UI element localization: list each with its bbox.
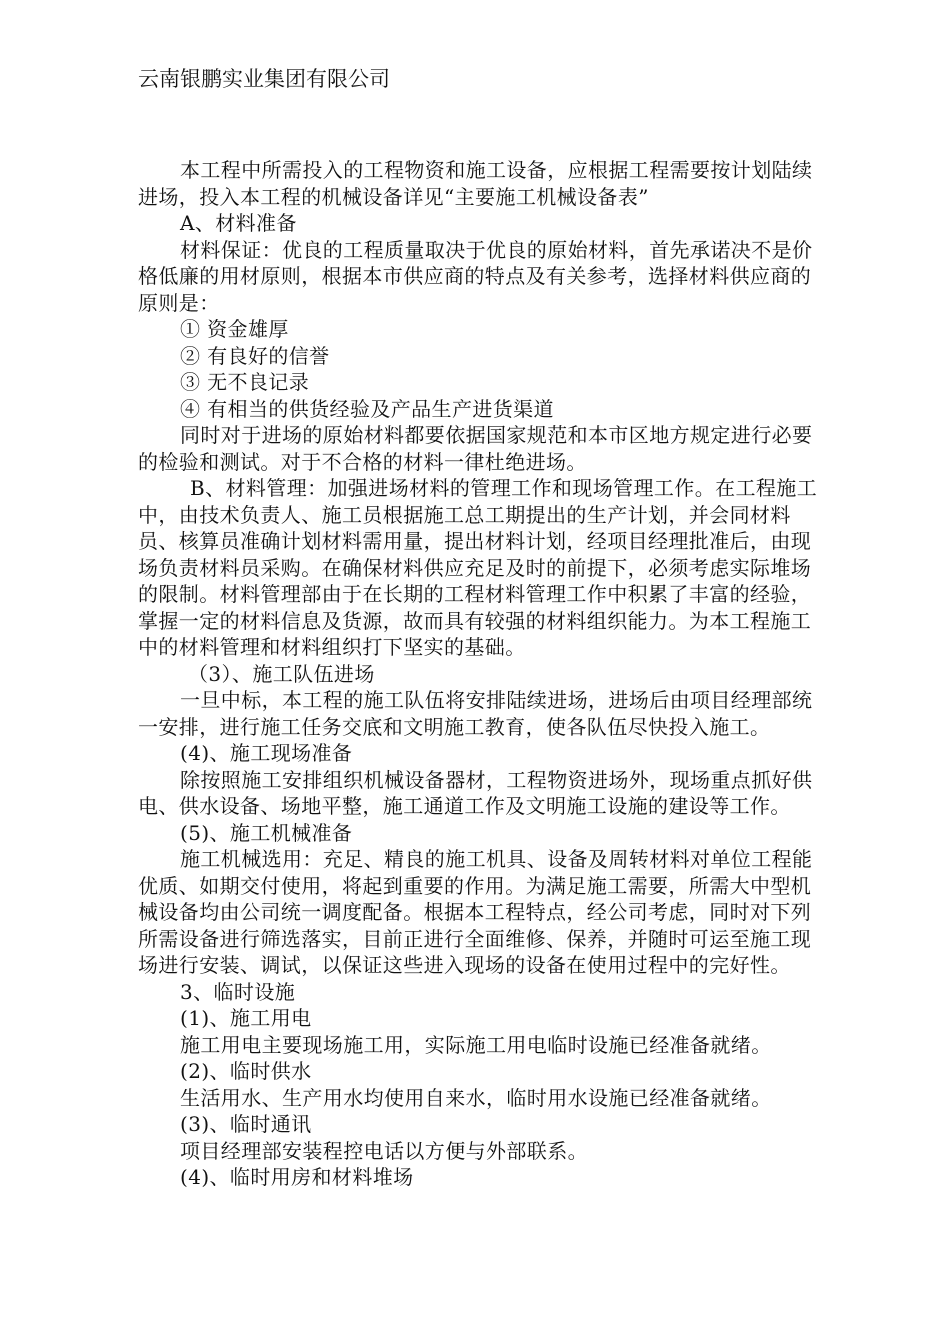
document-body bbox=[138, 157, 820, 1191]
paragraph-intro: 本工程中所需投入的工程物资和施工设备，应根据工程需要按计划陆续进场，投入本工程的机械设备详见“主要施工机械设备表” bbox=[138, 158, 813, 209]
heading-machinery-prep: (5)、施工机械准备 bbox=[180, 820, 353, 845]
list-item: ① 资金雄厚 bbox=[180, 317, 289, 341]
heading-water: (2)、临时供水 bbox=[180, 1059, 312, 1083]
paragraph-site-prep: 除按照施工安排组织机械设备器材，工程物资进场外，现场重点抓好供电、供水设备、场地平整，施工通道工作及文明施工设施的建设等工作。 bbox=[138, 767, 813, 818]
list-item: ② 有良好的信誉 bbox=[180, 343, 330, 368]
company-header: 云南银鹏实业集团有限公司 bbox=[138, 67, 390, 91]
paragraph-communication: 项目经理部安装程控电话以方便与外部联系。 bbox=[180, 1138, 588, 1163]
heading-communication: (3)、临时通讯 bbox=[180, 1112, 312, 1136]
heading-material-prep: A、材料准备 bbox=[180, 211, 297, 235]
paragraph-water: 生活用水、生产用水均使用自来水，临时用水设施已经准备就绪。 bbox=[180, 1085, 772, 1110]
paragraph-team-entry: 一旦中标，本工程的施工队伍将安排陆续进场，进场后由项目经理部统一安排，进行施工任务交底和文明施工教育，使各队伍尽快投入施工。 bbox=[138, 688, 813, 739]
paragraph-inspection: 同时对于进场的原始材料都要依据国家规范和本市区地方规定进行必要的检验和测试。对于不合格的材料一律杜绝进场。 bbox=[138, 423, 813, 474]
list-item: ④ 有相当的供货经验及产品生产进货渠道 bbox=[180, 396, 554, 421]
heading-temporary-facilities: 3、临时设施 bbox=[180, 979, 296, 1004]
paragraph-material-management: B、材料管理：加强进场材料的管理工作和现场管理工作。在工程施工中，由技术负责人、施工员根据施工总工期提出的生产计划，并会同材料员、核算员准确计划材料需用量，提出材料计划，经项目经理批准后，由现场负责材料员采购。在确保材料供应充足及时的前提下，必须考虑实际堆场的限制。材料管理部由于在长期的工程材料管理工作中积累了丰富的经验，掌握一定的材料信息及货源，故而具有较强的材料组织能力。为本工程施工中的材料管理和材料组织打下坚实的基础。 bbox=[138, 476, 818, 659]
heading-housing-storage: (4)、临时用房和材料堆场 bbox=[180, 1165, 414, 1189]
list-item: ③ 无不良记录 bbox=[180, 370, 310, 394]
heading-site-prep: (4)、施工现场准备 bbox=[180, 741, 353, 765]
paragraph-power: 施工用电主要现场施工用，实际施工用电临时设施已经准备就绪。 bbox=[180, 1032, 772, 1057]
paragraph-machinery-selection: 施工机械选用：充足、精良的施工机具、设备及周转材料对单位工程能优质、如期交付使用，将起到重要的作用。为满足施工需要，所需大中型机械设备均由公司统一调度配备。根据本工程特点，经公司考虑，同时对下列所需设备进行筛选落实，目前正进行全面维修、保养，并随时可运至施工现场进行安装、调试，以保证这些进入现场的设备在使用过程中的完好性。 bbox=[138, 847, 813, 977]
heading-team-entry: （3）、施工队伍进场 bbox=[188, 661, 375, 686]
paragraph-material-guarantee: 材料保证：优良的工程质量取决于优良的原始材料，首先承诺决不是价格低廉的用材原则，根据本市供应商的特点及有关参考，选择材料供应商的原则是： bbox=[138, 237, 813, 315]
heading-power: (1)、施工用电 bbox=[180, 1006, 312, 1030]
